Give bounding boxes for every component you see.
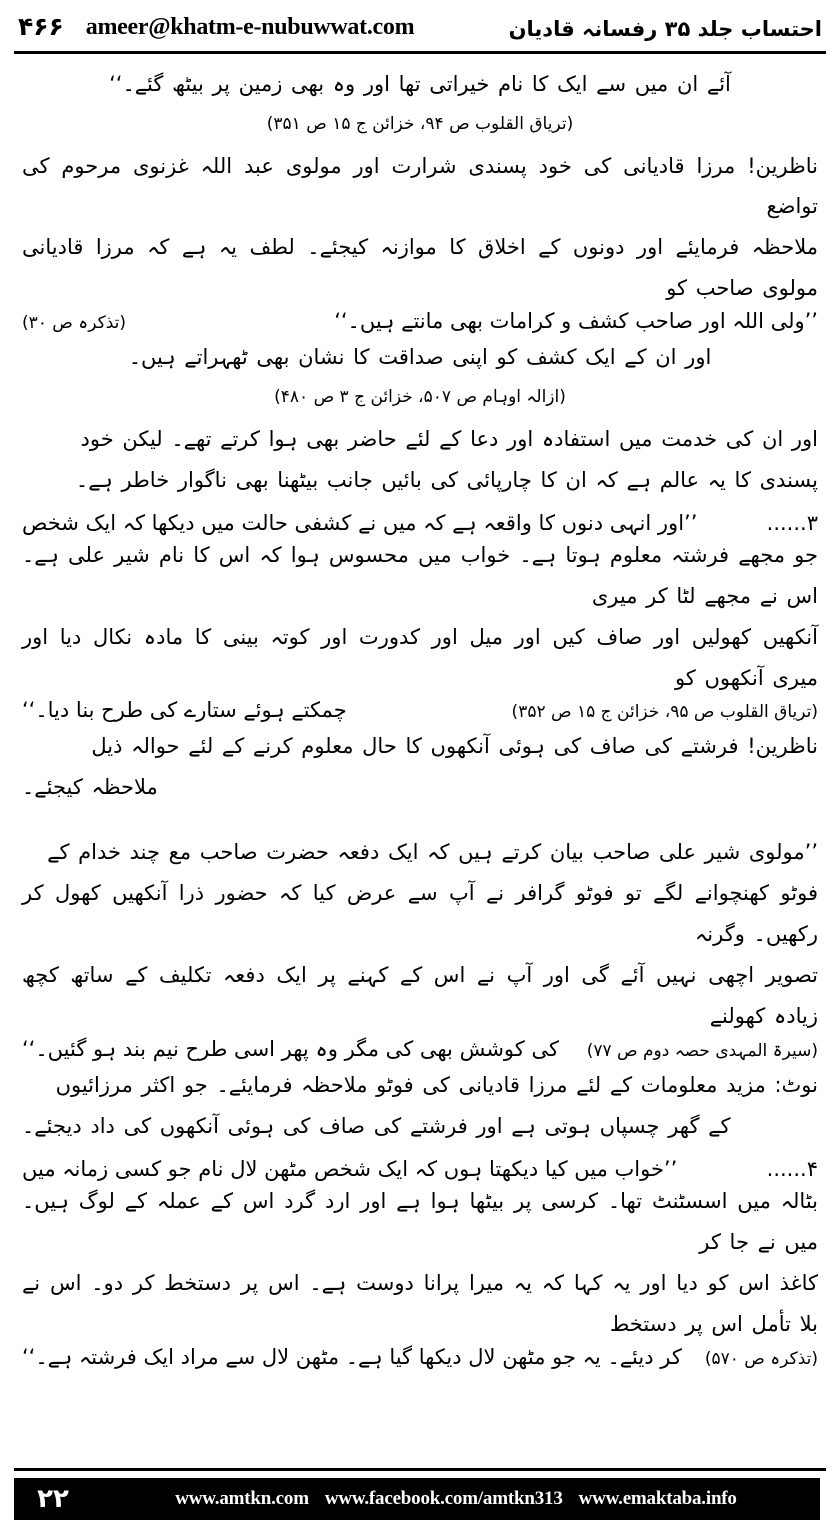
page-number-top: ۴۶۶ bbox=[18, 12, 64, 41]
paragraph-nazireen-2 bbox=[22, 726, 818, 808]
citation-reference: (تریاق القلوب ص ۹۵، خزائن ج ۱۵ ص ۳۵۲) bbox=[511, 702, 818, 723]
item-marker: ۳...... bbox=[766, 510, 818, 535]
text-line: چمکتے ہوئے ستارے کی طرح بنا دیا۔‘‘ bbox=[22, 698, 347, 723]
text-line: تصویر اچھی نہیں آئے گی اور آپ نے اس کے کہنے پر ایک دفعہ تکلیف کے ساتھ کچھ زیادہ کھولنے bbox=[22, 963, 818, 1029]
footer-divider bbox=[14, 1468, 826, 1471]
text-line-with-ref bbox=[22, 698, 818, 722]
text-line-with-ref bbox=[22, 309, 818, 333]
text-line: ناظرین! فرشتے کی صاف کی ہوئی آنکھوں کا حال معلوم کرنے کے لئے حوالہ ذیل bbox=[91, 734, 818, 759]
contact-email: ameer@khatm-e-nubuwwat.com bbox=[85, 14, 415, 40]
text-line: جو مجھے فرشتہ معلوم ہوتا ہے۔ خواب میں محسوس ہوا کہ اس کا نام شیر علی ہے۔ اس نے مجھے لٹا کر میری bbox=[22, 542, 818, 608]
website-link-amtkn[interactable]: www.amtkn.com bbox=[175, 1488, 309, 1509]
header-left-group bbox=[18, 12, 414, 41]
paragraph-kashf bbox=[22, 337, 818, 378]
footer-links bbox=[92, 1478, 820, 1520]
text-line: اور ان کی خدمت میں استفادہ اور دعا کے لئے حاضر بھی ہوا کرتے تھے۔ لیکن خود bbox=[80, 426, 818, 451]
citation-reference: (ازالہ اوہام ص ۵۰۷، خزائن ج ۳ ص ۴۸۰) bbox=[274, 387, 566, 408]
text-line-with-ref bbox=[22, 1037, 818, 1061]
citation-reference: (تذکرہ ص ۳۰) bbox=[22, 313, 126, 334]
text-line: آنکھیں کھولیں اور صاف کیں اور میل اور کدورت اور کوتہ بینی کا مادہ نکال دیا اور میری آنکھوں کو bbox=[22, 624, 818, 690]
page-footer bbox=[0, 1468, 840, 1540]
spacer bbox=[22, 812, 818, 826]
citation-reference: (تریاق القلوب ص ۹۴، خزائن ج ۱۵ ص ۳۵۱) bbox=[266, 113, 574, 134]
text-line: کاغذ اس کو دیا اور یہ کہا کہ یہ میرا پرانا دوست ہے۔ اس پر دستخط کر دو۔ اس نے بلا تأمل اس پر دستخط bbox=[22, 1270, 818, 1336]
paragraph-nazireen-1 bbox=[22, 146, 818, 334]
paragraph-khidmat bbox=[22, 419, 818, 501]
website-link-emaktaba[interactable]: www.emaktaba.info bbox=[578, 1488, 737, 1509]
note-block bbox=[22, 1065, 818, 1147]
text-line-with-ref bbox=[22, 1345, 818, 1369]
citation-reference: (تذکرہ ص ۵۷۰) bbox=[704, 1348, 818, 1369]
text-line: اور ان کے ایک کشف کو اپنی صداقت کا نشان بھی ٹھہراتے ہیں۔ bbox=[128, 345, 712, 370]
text-line: ’’مولوی شیر علی صاحب بیان کرتے ہیں کہ ایک دفعہ حضرت صاحب مع چند خدام کے bbox=[47, 840, 818, 865]
text-line: ’’خواب میں کیا دیکھتا ہوں کہ ایک شخص مٹھن لال نام جو کسی زمانہ میں bbox=[22, 1156, 678, 1181]
text-line: بٹالہ میں اسسٹنٹ تھا۔ کرسی پر بیٹھا ہوا ہے اور ارد گرد اس کے عملہ کے لوگ ہیں۔ میں نے جا کر bbox=[22, 1188, 818, 1254]
citation-reference: (سیرۃ المہدی حصہ دوم ص ۷۷) bbox=[586, 1041, 818, 1061]
text-line: پسندی کا یہ عالم ہے کہ ان کا چارپائی کی بائیں جانب بیٹھنا بھی ناگوار خاطر ہے۔ bbox=[75, 467, 818, 492]
book-title: احتساب جلد ۳۵ رفسانہ قادیان bbox=[508, 17, 822, 41]
text-line: کر دیئے۔ یہ جو مٹھن لال دیکھا گیا ہے۔ مٹھن لال سے مراد ایک فرشتہ ہے۔‘‘ bbox=[22, 1344, 682, 1369]
text-line: ملاحظہ فرمایئے اور دونوں کے اخلاق کا موازنہ کیجئے۔ لطف یہ ہے کہ مرزا قادیانی مولوی صاحب کو bbox=[22, 235, 818, 301]
text-line: ملاحظہ کیجئے۔ bbox=[22, 775, 158, 800]
numbered-item-4 bbox=[22, 1157, 818, 1369]
text-line: نوٹ: مزید معلومات کے لئے مرزا قادیانی کی فوٹو ملاحظہ فرمایئے۔ جو اکثر مرزائیوں bbox=[55, 1073, 818, 1097]
text-line-with-marker bbox=[22, 1157, 818, 1181]
text-line: کے گھر چسپاں ہوتی ہے اور فرشتے کی صاف کی ہوئی آنکھوں کی داد دیجئے۔ bbox=[22, 1113, 731, 1138]
page-header bbox=[0, 0, 840, 47]
text-line: کی کوشش بھی کی مگر وہ پھر اسی طرح نیم بند ہو گئیں۔‘‘ bbox=[22, 1037, 559, 1061]
text-line: آئے ان میں سے ایک کا نام خیراتی تھا اور وہ بھی زمین پر بیٹھ گئے۔‘‘ bbox=[109, 72, 731, 96]
paragraph-opening bbox=[22, 64, 818, 105]
text-line-with-marker bbox=[22, 511, 818, 535]
numbered-item-3 bbox=[22, 511, 818, 723]
text-line: ’’ولی اللہ اور صاحب کشف و کرامات بھی مانتے ہیں۔‘‘ bbox=[334, 309, 818, 334]
page-content bbox=[0, 54, 840, 1369]
page-number-footer: ۲۲ bbox=[14, 1478, 92, 1520]
footer-bar bbox=[14, 1478, 826, 1520]
item-marker: ۴...... bbox=[766, 1156, 818, 1181]
website-link-facebook[interactable]: www.facebook.com/amtkn313 bbox=[324, 1488, 563, 1509]
text-line: فوٹو کھنچوانے لگے تو فوٹو گرافر نے آپ سے عرض کیا کہ حضور ذرا آنکھیں کھول کر رکھیں۔ وگرنہ bbox=[22, 881, 818, 947]
quote-sher-ali bbox=[22, 832, 818, 1061]
text-line: ’’اور انہی دنوں کا واقعہ ہے کہ میں نے کشفی حالت میں دیکھا کہ ایک شخص bbox=[22, 510, 698, 535]
text-line: ناظرین! مرزا قادیانی کی خود پسندی شرارت اور مولوی عبد اللہ غزنوی مرحوم کی تواضع bbox=[22, 153, 818, 219]
